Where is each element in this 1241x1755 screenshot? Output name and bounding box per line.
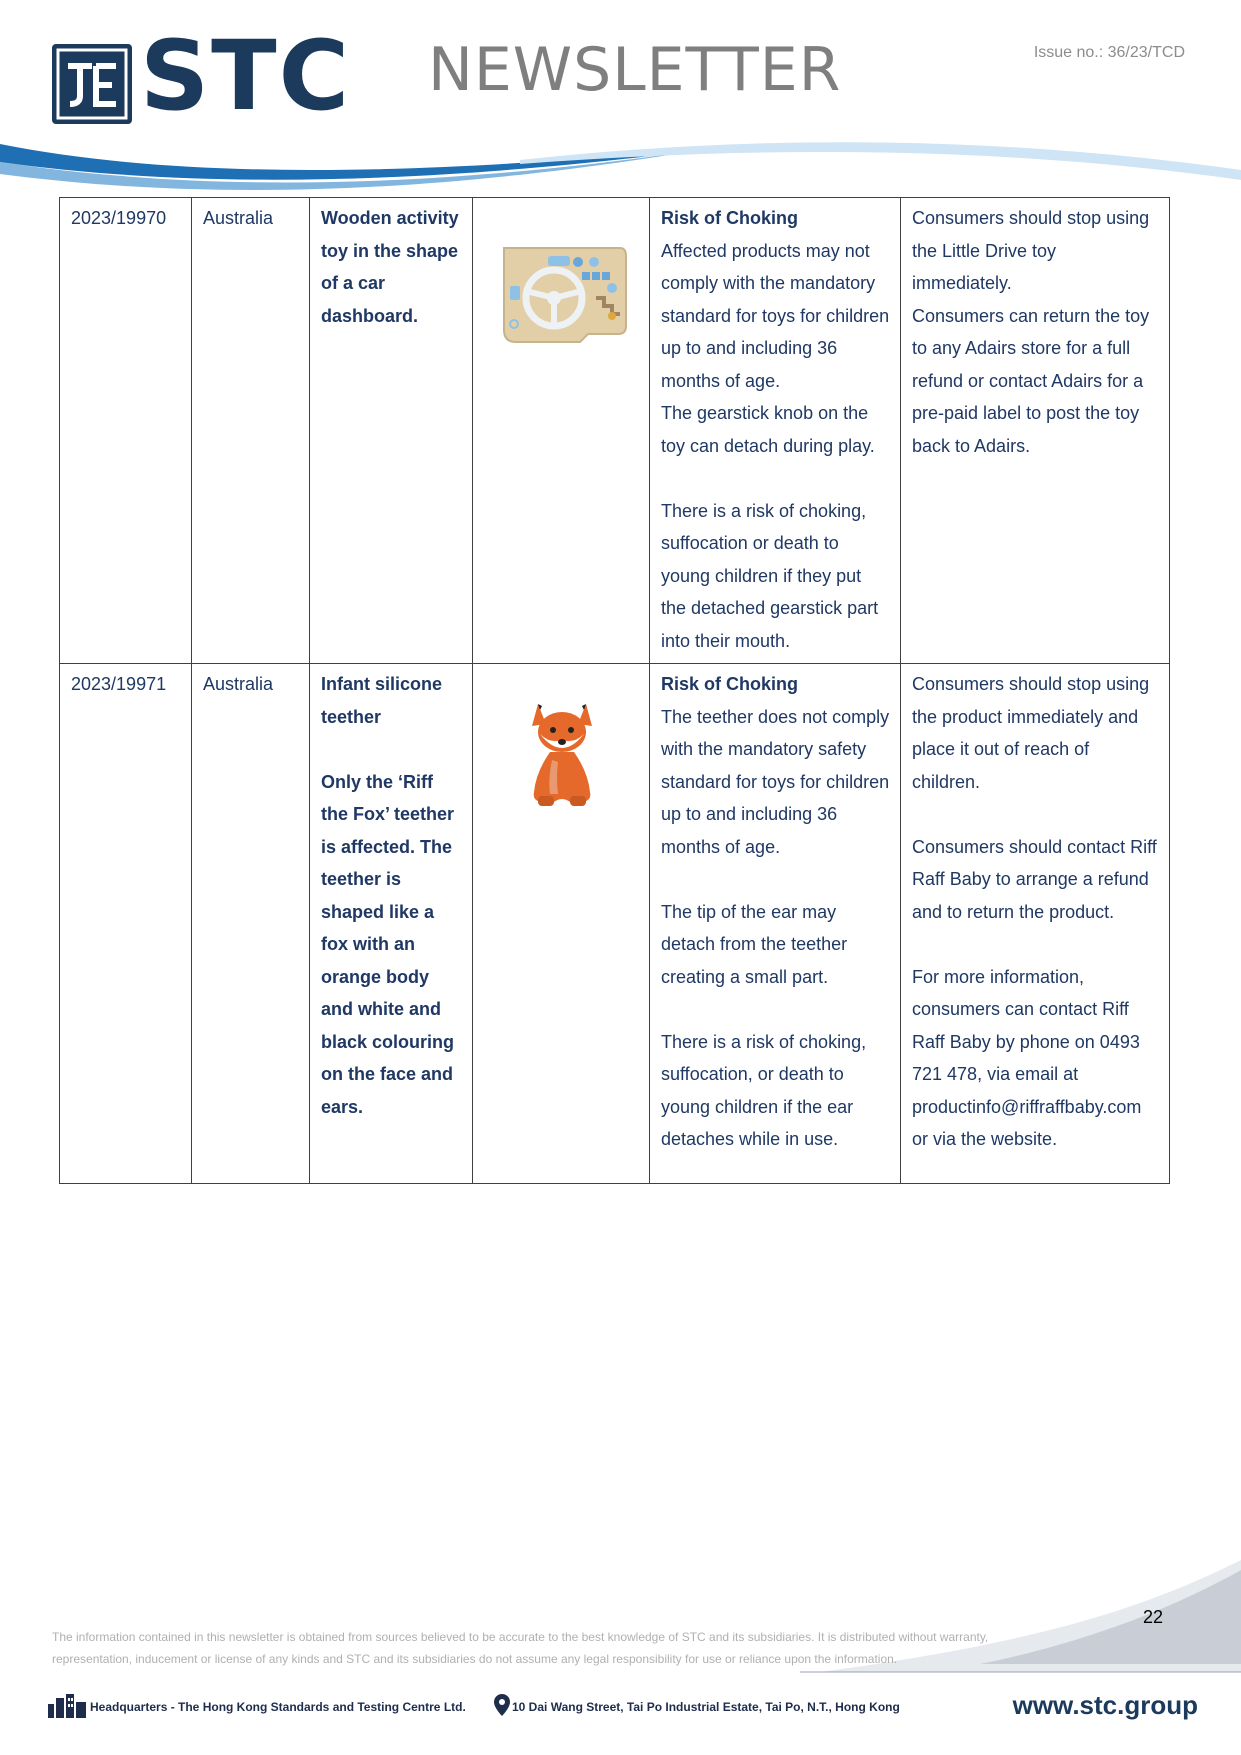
action-cell — [901, 664, 1170, 1184]
risk-text: There is a risk of choking, suffocation, or death to young children if the ear detaches while in use. — [661, 1031, 867, 1149]
product-description: Wooden activity toy in the shape of a car dashboard. — [310, 198, 473, 664]
product-name: Infant silicone teether — [321, 674, 443, 727]
action-text: Consumers should stop using the product immediately and place it out of reach of children. — [912, 674, 1150, 792]
table-row — [60, 198, 1170, 664]
product-image-cell — [473, 664, 650, 1184]
building-icon — [48, 1694, 86, 1718]
recall-table — [59, 197, 1170, 1184]
product-detail: Only the ‘Riff the Fox’ teether is affected. The teether is shaped like a fox with an orange body and white and black colouring on the face and ears. — [321, 771, 455, 1117]
action-cell — [901, 198, 1170, 664]
table-row — [60, 664, 1170, 1184]
risk-text: The teether does not comply with the mandatory safety standard for toys for children up to and including 36 months of age. — [661, 706, 890, 857]
action-text: Consumers should contact Riff Raff Baby to arrange a refund and to return the product. — [912, 836, 1157, 922]
risk-text: The gearstick knob on the toy can detach during play. — [661, 403, 875, 456]
logo-wordmark: STC — [140, 20, 352, 132]
recall-id: 2023/19971 — [60, 664, 192, 1184]
page-number: 22 — [1143, 1607, 1164, 1627]
fox-teether-image — [522, 696, 602, 811]
action-text: For more information, consumers can contact Riff Raff Baby by phone on 0493 721 478, via email at productinfo@riffraffbaby.com or via the website. — [912, 966, 1142, 1149]
recall-country: Australia — [192, 198, 310, 664]
product-description — [310, 664, 473, 1184]
newsletter-title: NEWSLETTER — [428, 35, 842, 105]
headquarters-text: Headquarters - The Hong Kong Standards and Testing Centre Ltd. — [90, 1700, 466, 1714]
risk-text: The tip of the ear may detach from the teether creating a small part. — [661, 901, 848, 987]
issue-number: Issue no.: 36/23/TCD — [1033, 44, 1185, 61]
risk-cell — [650, 198, 901, 664]
risk-text: Affected products may not comply with the mandatory standard for toys for children up to and including 36 months of age. — [661, 240, 890, 391]
website-link[interactable]: www.stc.group — [1012, 1690, 1198, 1720]
page-header — [0, 0, 1241, 200]
disclaimer: The information contained in this newsletter is obtained from sources believed to be accurate to the best knowledge of STC and its subsidiaries. It is distributed without warranty, representation, inducement or license of any kinds and STC and its subsidiaries do not assume any legal responsibility for use or reliance upon the information. — [52, 1630, 989, 1666]
risk-title: Risk of Choking — [661, 208, 799, 228]
action-text: Consumers can return the toy to any Adairs store for a full refund or contact Adairs for a pre-paid label to post the toy back to Adairs. — [912, 305, 1150, 456]
wooden-dashboard-toy-image — [492, 238, 632, 348]
recall-id: 2023/19970 — [60, 198, 192, 664]
header-swoosh — [0, 140, 1241, 200]
risk-cell — [650, 664, 901, 1184]
footer-swoosh — [0, 1560, 1241, 1690]
footer-bar — [48, 1690, 1198, 1724]
action-text: Consumers should stop using the Little Drive toy immediately. — [912, 208, 1150, 293]
product-image-cell — [473, 198, 650, 664]
risk-text: There is a risk of choking, suffocation or death to young children if they put the detached gearstick part into their mouth. — [661, 500, 879, 651]
risk-title: Risk of Choking — [661, 674, 799, 694]
recall-country: Australia — [192, 664, 310, 1184]
location-pin-icon — [494, 1694, 510, 1716]
stc-logo-icon — [52, 44, 132, 124]
address-text: 10 Dai Wang Street, Tai Po Industrial Estate, Tai Po, N.T., Hong Kong — [512, 1700, 900, 1714]
